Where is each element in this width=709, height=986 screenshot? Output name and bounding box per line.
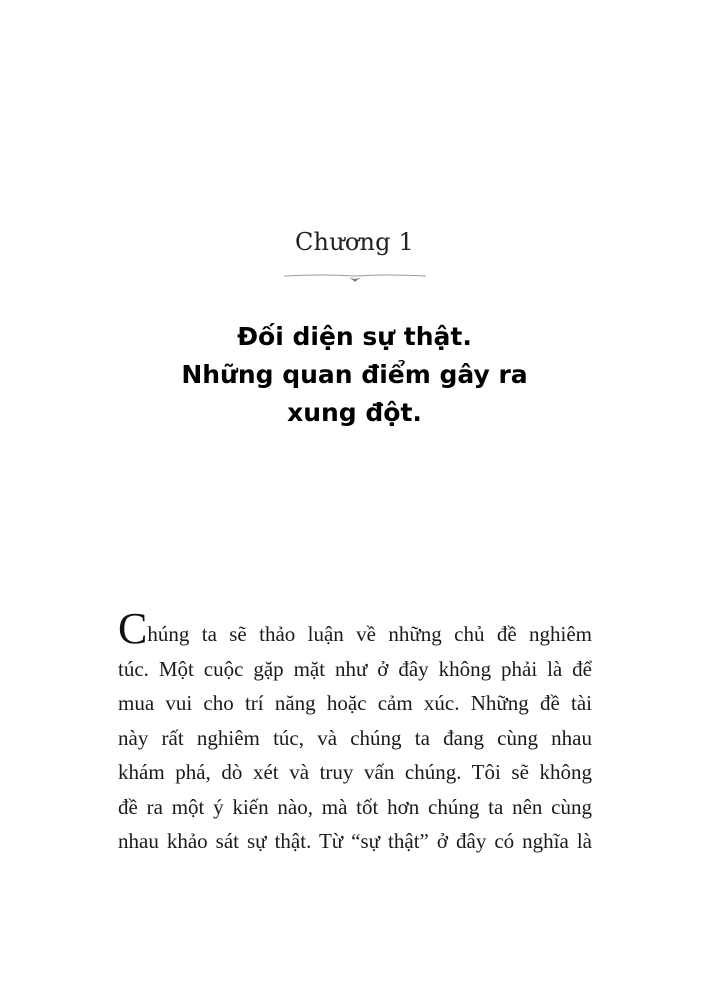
paragraph-line: đề ra một ý kiến nào, mà tốt hơn chúng ta nên cùng [118, 794, 592, 819]
chapter-ornament-divider [282, 268, 428, 286]
paragraph-line: này rất nghiêm túc, và chúng ta đang cùng nhau [118, 725, 592, 750]
paragraph-line: nhau khảo sát sự thật. Từ “sự thật” ở đây có nghĩa là [118, 829, 592, 853]
paragraph-line: túc. Một cuộc gặp mặt như ở đây không phải là để [118, 656, 592, 681]
body-paragraph [118, 604, 592, 859]
chapter-title-line: Những quan điểm gây ra [181, 360, 528, 389]
chapter-title-line: Đối diện sự thật. [237, 322, 472, 351]
drop-cap: C [118, 604, 148, 653]
paragraph-line: khám phá, dò xét và truy vấn chúng. Tôi sẽ không [118, 760, 592, 784]
paragraph-line: mua vui cho trí năng hoặc cảm xúc. Những đề tài [118, 691, 592, 715]
chapter-title [0, 318, 709, 432]
chapter-label: Chương 1 [294, 228, 415, 256]
paragraph-line-text: húng ta sẽ thảo luận về những chủ đề nghiêm [147, 622, 592, 646]
paragraph-line [118, 604, 592, 653]
chapter-title-line: xung đột. [287, 398, 422, 427]
